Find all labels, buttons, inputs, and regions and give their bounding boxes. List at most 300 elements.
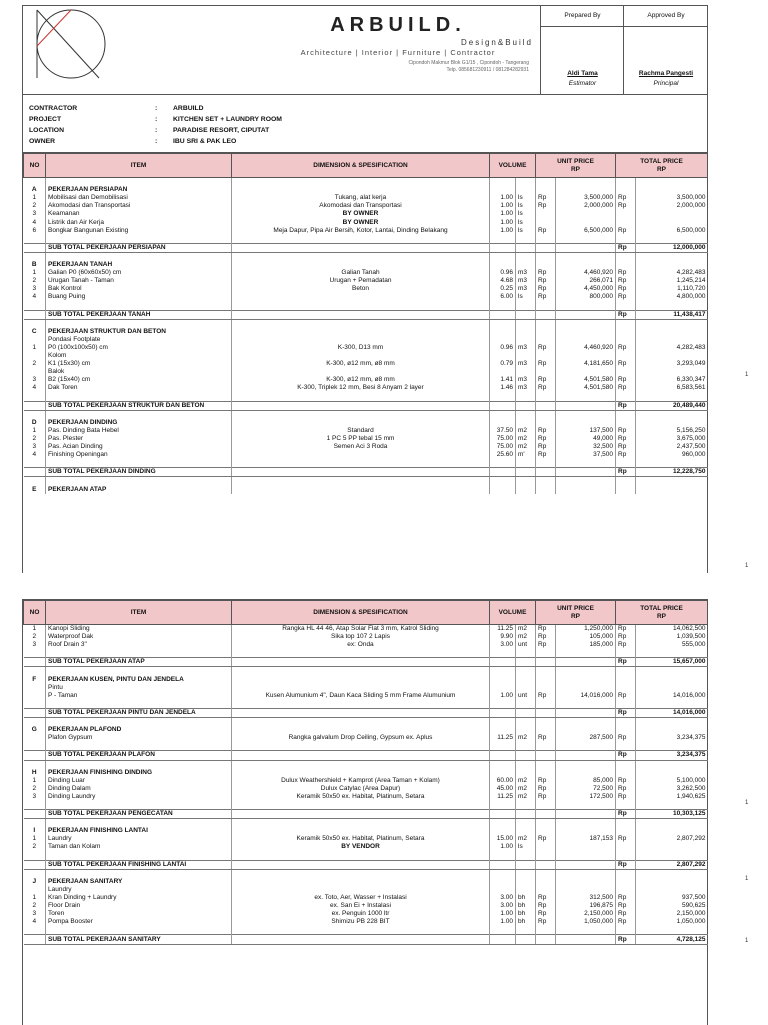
approved-by-title: Principal bbox=[653, 80, 679, 87]
row-dimension bbox=[232, 352, 490, 360]
row-unit-price-currency: Rp bbox=[536, 360, 556, 368]
table-row bbox=[24, 918, 708, 926]
row-total-price-currency bbox=[616, 852, 636, 861]
boq-table-page-1 bbox=[23, 153, 708, 494]
row-total-price-currency bbox=[616, 336, 636, 344]
row-item: Floor Drain bbox=[46, 902, 232, 910]
row-item: SUB TOTAL PEKERJAAN TANAH bbox=[46, 310, 232, 319]
row-total-price-currency bbox=[616, 684, 636, 692]
row-total-price: 1,110,720 bbox=[636, 285, 708, 293]
row-unit bbox=[516, 886, 536, 894]
row-total-price-currency bbox=[616, 419, 636, 427]
table-row bbox=[24, 427, 708, 435]
row-total-price: 1,940,625 bbox=[636, 793, 708, 801]
row-unit-price: 1,050,000 bbox=[556, 918, 616, 926]
row-number bbox=[24, 658, 46, 667]
row-dimension: Standard bbox=[232, 427, 490, 435]
row-number: A bbox=[31, 186, 37, 194]
row-unit bbox=[516, 178, 536, 187]
row-total-price: 14,016,000 bbox=[636, 708, 708, 717]
row-total-price-currency bbox=[616, 328, 636, 336]
row-item bbox=[46, 819, 232, 828]
row-unit-price-currency: Rp bbox=[536, 435, 556, 443]
row-item: SUB TOTAL PEKERJAAN PENGECATAN bbox=[46, 810, 232, 819]
row-volume bbox=[490, 468, 516, 477]
row-number bbox=[24, 708, 46, 717]
row-volume: 1.00 bbox=[490, 918, 516, 926]
row-total-price bbox=[636, 178, 708, 187]
col-item: ITEM bbox=[46, 601, 232, 625]
row-item bbox=[46, 319, 232, 328]
row-item: PEKERJAAN STRUKTUR DAN BETON bbox=[46, 328, 232, 336]
row-volume: 75.00 bbox=[490, 443, 516, 451]
row-unit-price-currency bbox=[536, 419, 556, 427]
row-total-price-currency: Rp bbox=[616, 384, 636, 392]
row-unit bbox=[516, 243, 536, 252]
col-no: NO bbox=[24, 601, 46, 625]
row-unit: m2 bbox=[516, 633, 536, 641]
row-unit bbox=[516, 751, 536, 760]
company-logo bbox=[23, 6, 123, 94]
row-dimension: K-300, Triplek 12 mm, Besi 8 Anyam 2 layer bbox=[232, 384, 490, 392]
row-total-price bbox=[636, 801, 708, 810]
col-unit-price: UNIT PRICE RP bbox=[536, 601, 616, 625]
row-dimension bbox=[232, 726, 490, 734]
row-unit-price bbox=[556, 649, 616, 658]
row-volume bbox=[490, 718, 516, 727]
row-volume: 60.00 bbox=[490, 777, 516, 785]
row-unit-price-currency bbox=[536, 243, 556, 252]
row-number bbox=[24, 310, 46, 319]
table-row bbox=[24, 793, 708, 801]
row-unit-price-currency: Rp bbox=[536, 625, 556, 634]
row-unit-price: 185,000 bbox=[556, 641, 616, 649]
row-unit-price: 14,016,000 bbox=[556, 692, 616, 700]
table-row bbox=[24, 210, 708, 218]
row-unit-price bbox=[556, 235, 616, 244]
row-unit-price-currency bbox=[536, 852, 556, 861]
row-total-price bbox=[636, 235, 708, 244]
row-volume bbox=[490, 477, 516, 486]
row-number: 2 bbox=[32, 902, 37, 910]
approved-by-label: Approved By bbox=[624, 6, 708, 27]
row-number: 1 bbox=[32, 835, 37, 843]
row-unit-price-currency bbox=[536, 742, 556, 751]
row-unit-price bbox=[556, 726, 616, 734]
row-item: PEKERJAAN PLAFOND bbox=[46, 726, 232, 734]
row-unit bbox=[516, 392, 536, 401]
row-unit: bh bbox=[516, 902, 536, 910]
row-unit bbox=[516, 926, 536, 935]
row-volume bbox=[490, 419, 516, 427]
row-dimension bbox=[232, 869, 490, 878]
row-unit-price-currency: Rp bbox=[536, 918, 556, 926]
row-item: PEKERJAAN TANAH bbox=[46, 261, 232, 269]
prepared-by-name: Aldi Tama bbox=[567, 70, 598, 77]
row-unit-price-currency bbox=[536, 843, 556, 851]
row-total-price-currency: Rp bbox=[616, 935, 636, 944]
row-total-price: 555,000 bbox=[636, 641, 708, 649]
row-unit: m2 bbox=[516, 625, 536, 634]
row-dimension: Semen Aci 3 Roda bbox=[232, 443, 490, 451]
row-unit-price: 37,500 bbox=[556, 451, 616, 459]
row-volume: 11.25 bbox=[490, 625, 516, 634]
row-total-price: 3,234,375 bbox=[636, 751, 708, 760]
row-unit: ls bbox=[516, 202, 536, 210]
row-total-price-currency bbox=[616, 667, 636, 676]
col-unit-price: UNIT PRICE RP bbox=[536, 154, 616, 178]
row-number bbox=[24, 742, 46, 751]
row-item bbox=[46, 760, 232, 769]
row-total-price bbox=[636, 827, 708, 835]
row-unit bbox=[516, 667, 536, 676]
row-item: SUB TOTAL PEKERJAAN SANITARY bbox=[46, 935, 232, 944]
row-total-price bbox=[636, 477, 708, 486]
row-volume: 3.00 bbox=[490, 641, 516, 649]
row-volume bbox=[490, 760, 516, 769]
row-unit-price-currency bbox=[536, 352, 556, 360]
row-unit: m3 bbox=[516, 277, 536, 285]
row-volume: 1.00 bbox=[490, 194, 516, 202]
row-total-price-currency: Rp bbox=[616, 777, 636, 785]
row-unit-price bbox=[556, 218, 616, 226]
row-unit-price-currency bbox=[536, 860, 556, 869]
row-total-price: 3,234,375 bbox=[636, 734, 708, 742]
table-body bbox=[24, 625, 708, 945]
row-unit-price-currency bbox=[536, 801, 556, 810]
row-unit-price bbox=[556, 328, 616, 336]
row-dimension bbox=[232, 935, 490, 944]
row-item: Roof Drain 3" bbox=[46, 641, 232, 649]
row-unit: m3 bbox=[516, 285, 536, 293]
row-total-price-currency: Rp bbox=[616, 443, 636, 451]
row-unit-price bbox=[556, 243, 616, 252]
row-unit-price-currency bbox=[536, 210, 556, 218]
row-item: Bak Kontrol bbox=[46, 285, 232, 293]
row-number: 3 bbox=[32, 910, 37, 918]
subtotal-row bbox=[24, 935, 708, 944]
row-number: C bbox=[31, 327, 37, 335]
row-dimension bbox=[232, 301, 490, 310]
row-number bbox=[24, 734, 46, 742]
row-item: Listrik dan Air Kerja bbox=[46, 218, 232, 226]
row-total-price-currency: Rp bbox=[616, 785, 636, 793]
table-row bbox=[24, 269, 708, 277]
row-unit-price-currency: Rp bbox=[536, 269, 556, 277]
row-total-price: 5,156,250 bbox=[636, 427, 708, 435]
row-dimension bbox=[232, 243, 490, 252]
row-number: 1 bbox=[32, 894, 37, 902]
row-dimension bbox=[232, 186, 490, 194]
row-item: Kran Dinding + Laundry bbox=[46, 894, 232, 902]
row-dimension bbox=[232, 368, 490, 376]
row-total-price-currency bbox=[616, 700, 636, 709]
row-unit-price bbox=[556, 886, 616, 894]
row-total-price bbox=[636, 328, 708, 336]
row-volume: 0.96 bbox=[490, 344, 516, 352]
row-volume bbox=[490, 878, 516, 886]
row-dimension: Urugan + Pemadatan bbox=[232, 277, 490, 285]
row-unit-price bbox=[556, 926, 616, 935]
row-unit-price: 4,460,920 bbox=[556, 269, 616, 277]
row-total-price-currency: Rp bbox=[616, 401, 636, 410]
row-unit-price-currency bbox=[536, 810, 556, 819]
row-volume bbox=[490, 886, 516, 894]
row-dimension bbox=[232, 485, 490, 493]
row-unit-price bbox=[556, 869, 616, 878]
row-unit: bh bbox=[516, 894, 536, 902]
row-volume bbox=[490, 336, 516, 344]
row-unit bbox=[516, 742, 536, 751]
row-unit-price: 187,153 bbox=[556, 835, 616, 843]
row-unit-price bbox=[556, 878, 616, 886]
row-volume bbox=[490, 935, 516, 944]
prepared-by-label: Prepared By bbox=[541, 6, 624, 27]
row-item bbox=[46, 301, 232, 310]
row-unit-price-currency bbox=[536, 869, 556, 878]
row-volume: 1.00 bbox=[490, 843, 516, 851]
row-total-price: 1,050,000 bbox=[636, 918, 708, 926]
row-dimension bbox=[232, 328, 490, 336]
row-dimension bbox=[232, 451, 490, 459]
row-total-price: 3,293,049 bbox=[636, 360, 708, 368]
row-item: Laundry bbox=[46, 835, 232, 843]
row-volume bbox=[490, 252, 516, 261]
row-total-price-currency bbox=[616, 676, 636, 684]
subtotal-row bbox=[24, 658, 708, 667]
row-unit-price-currency bbox=[536, 769, 556, 777]
row-number: 1 bbox=[32, 426, 37, 434]
row-total-price-currency bbox=[616, 926, 636, 935]
col-dimension: DIMENSION & SPESIFICATION bbox=[232, 601, 490, 625]
spacer-row bbox=[24, 301, 708, 310]
prepared-by-title: Estimator bbox=[568, 80, 597, 87]
row-unit-price bbox=[556, 368, 616, 376]
row-dimension bbox=[232, 886, 490, 894]
table-row bbox=[24, 227, 708, 235]
row-unit-price-currency: Rp bbox=[536, 793, 556, 801]
row-unit bbox=[516, 328, 536, 336]
row-total-price-currency bbox=[616, 252, 636, 261]
row-unit bbox=[516, 810, 536, 819]
row-unit-price bbox=[556, 852, 616, 861]
table-row bbox=[24, 360, 708, 368]
subtotal-row bbox=[24, 708, 708, 717]
row-number: J bbox=[32, 877, 37, 885]
row-unit-price-currency: Rp bbox=[536, 194, 556, 202]
spacer-row bbox=[24, 801, 708, 810]
row-total-price: 4,282,483 bbox=[636, 344, 708, 352]
row-total-price-currency bbox=[616, 410, 636, 419]
row-volume bbox=[490, 667, 516, 676]
row-dimension: Dulux Catylac (Area Dapur) bbox=[232, 785, 490, 793]
row-unit-price: 105,000 bbox=[556, 633, 616, 641]
subtotal-row bbox=[24, 310, 708, 319]
row-unit bbox=[516, 310, 536, 319]
row-volume: 9.90 bbox=[490, 633, 516, 641]
row-number: E bbox=[32, 485, 37, 493]
row-item: Taman dan Kolam bbox=[46, 843, 232, 851]
row-unit bbox=[516, 410, 536, 419]
row-number: 3 bbox=[32, 641, 37, 649]
company-brand bbox=[253, 14, 543, 73]
row-total-price bbox=[636, 459, 708, 468]
row-total-price bbox=[636, 700, 708, 709]
row-unit-price bbox=[556, 178, 616, 187]
spacer-row bbox=[24, 852, 708, 861]
row-number: 3 bbox=[32, 376, 37, 384]
row-unit-price: 2,150,000 bbox=[556, 910, 616, 918]
row-item: PEKERJAAN FINISHING DINDING bbox=[46, 769, 232, 777]
row-total-price-currency bbox=[616, 769, 636, 777]
row-dimension: Tukang, alat kerja bbox=[232, 194, 490, 202]
subtotal-row bbox=[24, 243, 708, 252]
row-total-price: 6,500,000 bbox=[636, 227, 708, 235]
row-number bbox=[24, 684, 46, 692]
row-total-price: 2,150,000 bbox=[636, 910, 708, 918]
row-total-price-currency bbox=[616, 649, 636, 658]
row-unit: m2 bbox=[516, 785, 536, 793]
row-unit bbox=[516, 261, 536, 269]
row-number bbox=[24, 860, 46, 869]
row-total-price-currency: Rp bbox=[616, 810, 636, 819]
row-dimension: Beton bbox=[232, 285, 490, 293]
row-unit-price-currency bbox=[536, 708, 556, 717]
row-dimension bbox=[232, 658, 490, 667]
row-total-price-currency: Rp bbox=[616, 227, 636, 235]
row-total-price: 20,489,440 bbox=[636, 401, 708, 410]
row-unit-price-currency bbox=[536, 726, 556, 734]
row-total-price-currency: Rp bbox=[616, 310, 636, 319]
row-unit bbox=[516, 676, 536, 684]
row-number bbox=[24, 336, 46, 344]
table-row bbox=[24, 277, 708, 285]
row-unit bbox=[516, 801, 536, 810]
row-unit-price-currency bbox=[536, 310, 556, 319]
row-unit-price bbox=[556, 667, 616, 676]
row-total-price-currency bbox=[616, 319, 636, 328]
row-unit bbox=[516, 186, 536, 194]
row-item: PEKERJAAN SANITARY bbox=[46, 878, 232, 886]
row-volume bbox=[490, 852, 516, 861]
row-number: 1 bbox=[32, 625, 37, 633]
row-total-price-currency: Rp bbox=[616, 243, 636, 252]
row-total-price: 4,728,125 bbox=[636, 935, 708, 944]
row-dimension bbox=[232, 392, 490, 401]
row-number bbox=[24, 667, 46, 676]
row-total-price-currency bbox=[616, 218, 636, 226]
table-row bbox=[24, 684, 708, 692]
row-total-price-currency: Rp bbox=[616, 625, 636, 634]
row-number bbox=[24, 819, 46, 828]
table-row bbox=[24, 443, 708, 451]
row-number bbox=[24, 852, 46, 861]
row-total-price-currency bbox=[616, 819, 636, 828]
row-total-price-currency bbox=[616, 726, 636, 734]
row-unit-price: 266,071 bbox=[556, 277, 616, 285]
row-dimension bbox=[232, 649, 490, 658]
row-total-price-currency bbox=[616, 742, 636, 751]
row-item: Kanopi Sliding bbox=[46, 625, 232, 634]
row-volume bbox=[490, 700, 516, 709]
row-unit-price-currency bbox=[536, 926, 556, 935]
row-number bbox=[24, 459, 46, 468]
table-header bbox=[24, 154, 708, 178]
row-unit bbox=[516, 301, 536, 310]
approved-by-name: Rachma Pangesti bbox=[638, 70, 694, 77]
row-volume bbox=[490, 726, 516, 734]
row-total-price-currency bbox=[616, 485, 636, 493]
row-unit: ls bbox=[516, 293, 536, 301]
row-total-price bbox=[636, 886, 708, 894]
table-row bbox=[24, 368, 708, 376]
row-volume: 25.60 bbox=[490, 451, 516, 459]
row-unit-price-currency bbox=[536, 392, 556, 401]
row-unit bbox=[516, 352, 536, 360]
row-unit-price bbox=[556, 742, 616, 751]
row-total-price: 1,039,500 bbox=[636, 633, 708, 641]
row-number bbox=[24, 692, 46, 700]
page-mark: 1 bbox=[745, 372, 749, 378]
row-unit: ls bbox=[516, 843, 536, 851]
row-item bbox=[46, 926, 232, 935]
row-dimension bbox=[232, 261, 490, 269]
row-item: SUB TOTAL PEKERJAAN FINISHING LANTAI bbox=[46, 860, 232, 869]
row-total-price-currency bbox=[616, 368, 636, 376]
row-number bbox=[24, 477, 46, 486]
row-volume bbox=[490, 459, 516, 468]
row-unit-price: 172,500 bbox=[556, 793, 616, 801]
row-total-price-currency: Rp bbox=[616, 269, 636, 277]
row-unit bbox=[516, 477, 536, 486]
row-unit-price-currency: Rp bbox=[536, 384, 556, 392]
row-volume: 1.00 bbox=[490, 692, 516, 700]
row-total-price bbox=[636, 878, 708, 886]
row-volume bbox=[490, 243, 516, 252]
row-item: PEKERJAAN FINISHING LANTAI bbox=[46, 827, 232, 835]
row-number bbox=[24, 700, 46, 709]
row-dimension bbox=[232, 852, 490, 861]
row-unit bbox=[516, 368, 536, 376]
row-item: K1 (15x30) cm bbox=[46, 360, 232, 368]
row-volume bbox=[490, 261, 516, 269]
row-number: 1 bbox=[32, 269, 37, 277]
boq-table-page-2 bbox=[23, 600, 708, 945]
row-unit-price bbox=[556, 769, 616, 777]
row-unit-price bbox=[556, 186, 616, 194]
row-total-price bbox=[636, 210, 708, 218]
row-volume bbox=[490, 410, 516, 419]
row-unit-price-currency: Rp bbox=[536, 277, 556, 285]
row-item: Kolom bbox=[46, 352, 232, 360]
row-number bbox=[24, 869, 46, 878]
row-item: Laundry bbox=[46, 886, 232, 894]
spacer-row bbox=[24, 235, 708, 244]
row-unit: m3 bbox=[516, 344, 536, 352]
row-unit-price-currency: Rp bbox=[536, 344, 556, 352]
row-dimension bbox=[232, 468, 490, 477]
row-total-price-currency: Rp bbox=[616, 918, 636, 926]
row-dimension bbox=[232, 293, 490, 301]
row-unit-price bbox=[556, 658, 616, 667]
row-number bbox=[24, 319, 46, 328]
row-number: 1 bbox=[32, 343, 37, 351]
row-total-price-currency bbox=[616, 392, 636, 401]
row-volume bbox=[490, 319, 516, 328]
row-unit-price-currency bbox=[536, 700, 556, 709]
row-total-price-currency: Rp bbox=[616, 202, 636, 210]
page-mark: 1 bbox=[745, 938, 749, 944]
